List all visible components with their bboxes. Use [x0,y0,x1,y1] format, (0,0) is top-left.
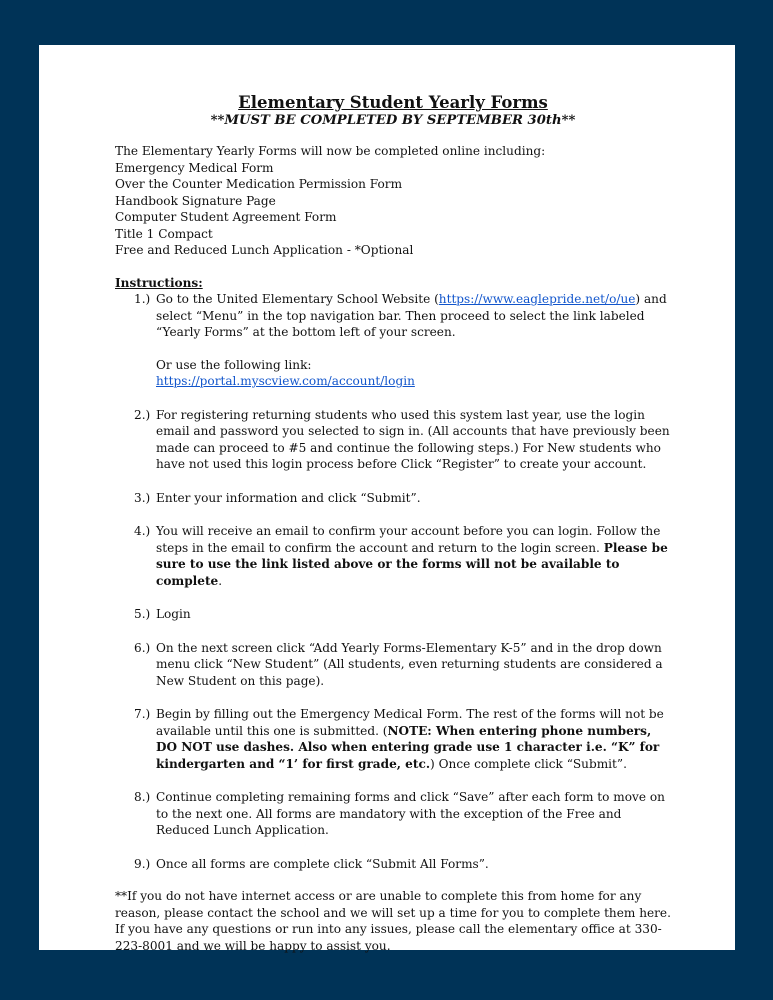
page-title: Elementary Student Yearly Forms [238,93,548,112]
step-text: Once all forms are complete click “Submit All Forms”. [156,856,489,871]
step-4 [115,523,671,589]
step-number: 6.) [134,640,151,655]
alt-link-lead: Or use the following link: [156,357,312,372]
document-page [39,45,735,953]
step-text: On the next screen click “Add Yearly Forms-Elementary K-5” and in the drop down menu click “New Student” (All students, even returning students are considered a New Student on this page). [156,640,663,688]
step-text: ) and select “Menu” in the top navigation bar. Then proceed to select the link labeled “Yearly Forms” at the bottom left of your screen. [156,292,667,339]
step-7 [115,706,671,772]
portal-login-link[interactable]: https://portal.myscview.com/account/login [156,374,415,388]
form-list-item: Over the Counter Medication Permission Form [115,177,403,191]
spacer [115,390,671,407]
step-number: 4.) [134,524,151,538]
instructions-heading: Instructions: [115,275,203,290]
step-2 [115,407,671,473]
step-text: Login [156,607,191,621]
step-text: Begin by filling out the Emergency Medical Form. The rest of the forms will not be available until this one is submitted. ( [156,707,664,738]
step-3 [115,490,671,507]
spacer [115,623,671,640]
step-text: ) Once complete click “Submit”. [430,756,627,771]
spacer [115,506,671,523]
step-text: Enter your information and click “Submit”. [156,490,421,505]
step-emphasis: NOTE: When entering phone numbers, DO NOT use dashes. Also when entering grade use 1 character i.e. “K” for kindergarten and “1’ for first grade, etc. [156,723,660,771]
step-number: 2.) [134,407,151,422]
form-list-item: Title 1 Compact [115,226,213,241]
intro-section [115,143,671,259]
form-list-item: Emergency Medical Form [115,160,274,175]
step-emphasis: Please be sure to use the link listed above or the forms will not be available to complete [156,540,668,588]
step-number: 5.) [134,607,151,621]
step-number: 8.) [134,790,151,804]
step-number: 3.) [134,490,151,505]
step-text: You will receive an email to confirm your account before you can login. Follow the steps in the email to confirm the account and return to the login screen. [156,524,661,555]
step-6 [115,640,671,690]
instructions-list [115,291,671,872]
spacer [115,589,671,606]
step-text: Continue completing remaining forms and click “Save” after each form to move on to the next one. All forms are mandatory with the exception of the Free and Reduced Lunch Application. [156,790,665,837]
spacer [115,772,671,789]
step-number: 1.) [134,292,151,306]
spacer [115,839,671,856]
step-8 [115,789,671,839]
closing-note: **If you do not have internet access or are unable to complete this from home for any reason, please contact the school and we will set up a time for you to complete them here. If you have any questions or run into any issues, please call the elementary office at 330-223-8001 and we will be happy to assist you. [115,889,671,953]
step-text: . [218,573,223,588]
step-5 [115,606,671,623]
step-number: 9.) [134,856,151,871]
deadline-subtitle: **MUST BE COMPLETED BY SEPTEMBER 30th** [210,113,576,128]
intro-lead: The Elementary Yearly Forms will now be completed online including: [115,144,546,158]
form-list-item: Free and Reduced Lunch Application - *Optional [115,243,414,257]
step-9 [115,856,671,873]
step-1 [115,291,671,390]
form-list-item: Handbook Signature Page [115,193,276,208]
spacer [115,473,671,490]
step-text: For registering returning students who used this system last year, use the login email and password you selected to sign in. (All accounts that have previously been made can proceed to #5 and continue the following steps.) For New students who have not used this login process before Click “Register” to create your account. [156,407,670,471]
step-text: Go to the United Elementary School Website ( [156,292,439,306]
school-website-link[interactable]: https://www.eaglepride.net/o/ue [438,292,636,306]
form-list-item: Computer Student Agreement Form [115,210,337,224]
step-number: 7.) [134,707,151,721]
document-content [115,93,671,966]
spacer [115,689,671,706]
